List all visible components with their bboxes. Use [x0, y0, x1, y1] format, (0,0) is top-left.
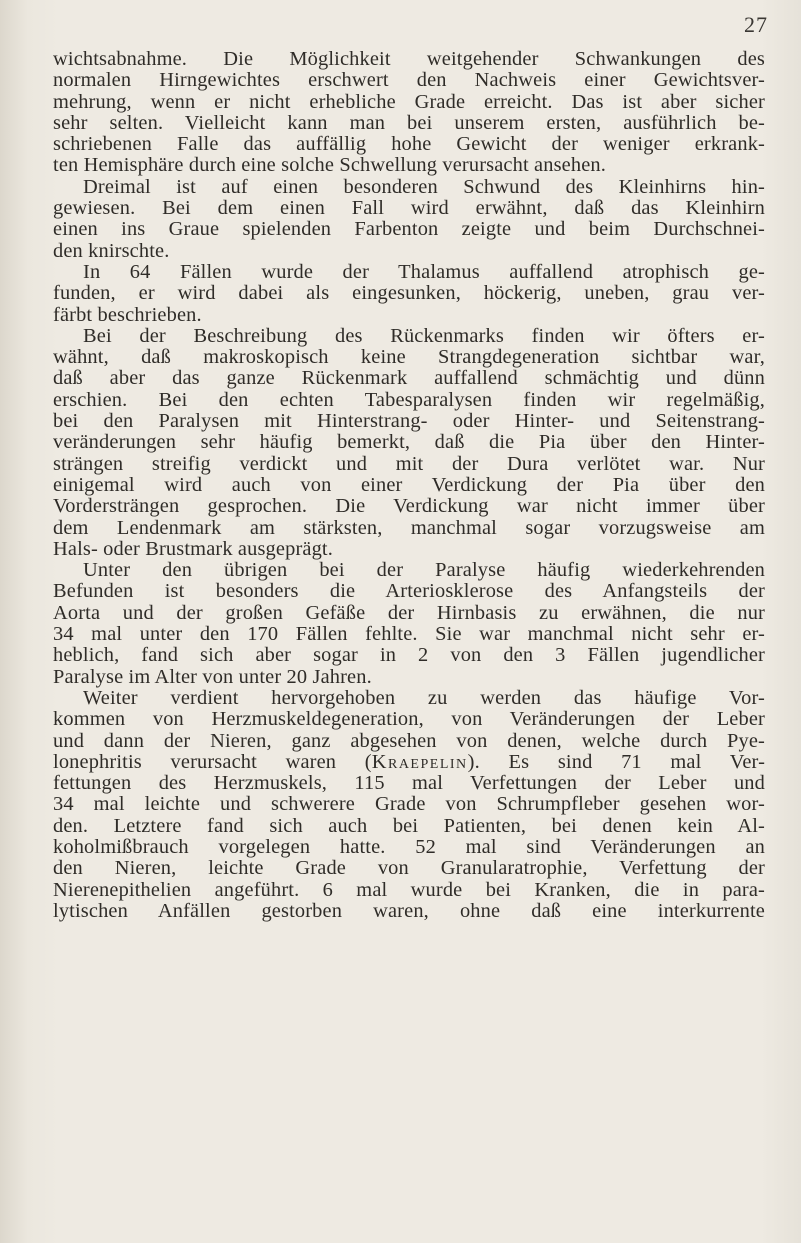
text-line: wichtsabnahme. Die Möglichkeit weitgehender Schwankungen des [53, 48, 765, 70]
text-line: funden, er wird dabei als eingesunken, höckerig, uneben, grau ver- [53, 282, 765, 305]
page-number: 27 [744, 12, 768, 37]
text-line: einigemal wird auch von einer Verdickung der Pia über den [53, 473, 765, 496]
text-line: lytischen Anfällen gestorben waren, ohne daß eine interkurrente [53, 899, 765, 922]
text-line: Befunden ist besonders die Arteriosklerose des Anfangsteils der [53, 580, 765, 603]
text-line: Paralyse im Alter von unter 20 Jahren. [53, 665, 372, 688]
text-line: den Nieren, leichte Grade von Granularatrophie, Verfettung der [53, 857, 765, 880]
text-line: ten Hemisphäre durch eine solche Schwellung verursacht ansehen. [53, 154, 607, 177]
text-line: und dann der Nieren, ganz abgesehen von denen, welche durch Pye- [53, 729, 765, 752]
text-line: normalen Hirngewichtes erschwert den Nachweis einer Gewichtsver- [53, 69, 765, 92]
text-line: schriebenen Falle das auffällig hohe Gewicht der weniger erkrank- [53, 133, 765, 156]
text-line: dem Lendenmark am stärksten, manchmal sogar vorzugsweise am [53, 516, 765, 539]
text-line: Nierenepithelien angeführt. 6 mal wurde bei Kranken, die in para- [53, 878, 765, 901]
text-line: den knirschte. [53, 239, 170, 262]
text-line: einen ins Graue spielenden Farbenton zeigte und beim Durchschnei- [53, 218, 765, 241]
text-line: kommen von Herzmuskeldegeneration, von Veränderungen der Leber [53, 708, 765, 731]
text-line: den. Letztere fand sich auch bei Patienten, bei denen kein Al- [53, 814, 765, 837]
text-line: lonephritis verursacht waren (Kraepelin). Es sind 71 mal Ver- [53, 750, 766, 773]
text-line: In 64 Fällen wurde der Thalamus auffallend atrophisch ge- [83, 260, 765, 283]
text-line: daß aber das ganze Rückenmark auffallend schmächtig und dünn [53, 367, 765, 390]
text-line: mehrung, wenn er nicht erhebliche Grade erreicht. Das ist aber sicher [53, 90, 765, 113]
text-line: Aorta und der großen Gefäße der Hirnbasis zu erwähnen, die nur [53, 601, 765, 624]
text-line: bei den Paralysen mit Hinterstrang- oder Hinter- und Seitenstrang- [53, 410, 765, 433]
text-line: sehr selten. Vielleicht kann man bei unserem ersten, ausführlich be- [53, 111, 765, 134]
text-line: veränderungen sehr häufig bemerkt, daß die Pia über den Hinter- [53, 431, 765, 454]
text-line: 34 mal unter den 170 Fällen fehlte. Sie war manchmal nicht sehr er- [53, 623, 765, 646]
text-line: Vordersträngen gesprochen. Die Verdickung war nicht immer über [53, 495, 765, 518]
text-line: heblich, fand sich aber sogar in 2 von den 3 Fällen jugendlicher [53, 644, 765, 667]
text-line: Unter den übrigen bei der Paralyse häufig wiederkehrenden [83, 559, 765, 582]
body-text [53, 49, 765, 922]
text-line: 34 mal leichte und schwerere Grade von Schrumpfleber gesehen wor- [53, 793, 765, 816]
text-line: färbt beschrieben. [53, 303, 202, 326]
text-line: Weiter verdient hervorgehoben zu werden das häufige Vor- [83, 686, 765, 709]
text-line: koholmißbrauch vorgelegen hatte. 52 mal sind Veränderungen an [53, 835, 765, 858]
text-line: wähnt, daß makroskopisch keine Strangdegeneration sichtbar war, [53, 346, 765, 369]
text-line: fettungen des Herzmuskels, 115 mal Verfettungen der Leber und [53, 772, 765, 795]
text-line: gewiesen. Bei dem einen Fall wird erwähnt, daß das Kleinhirn [53, 197, 765, 220]
author-name: Kraepelin [371, 750, 468, 773]
text-line: strängen streifig verdickt und mit der Dura verlötet war. Nur [53, 452, 765, 475]
text-line: Dreimal ist auf einen besonderen Schwund des Kleinhirns hin- [83, 175, 765, 198]
text-line: Hals- oder Brustmark ausgeprägt. [53, 537, 333, 560]
text-line: Bei der Beschreibung des Rückenmarks finden wir öfters er- [83, 324, 765, 347]
text-line: erschien. Bei den echten Tabesparalysen finden wir regelmäßig, [53, 388, 765, 411]
